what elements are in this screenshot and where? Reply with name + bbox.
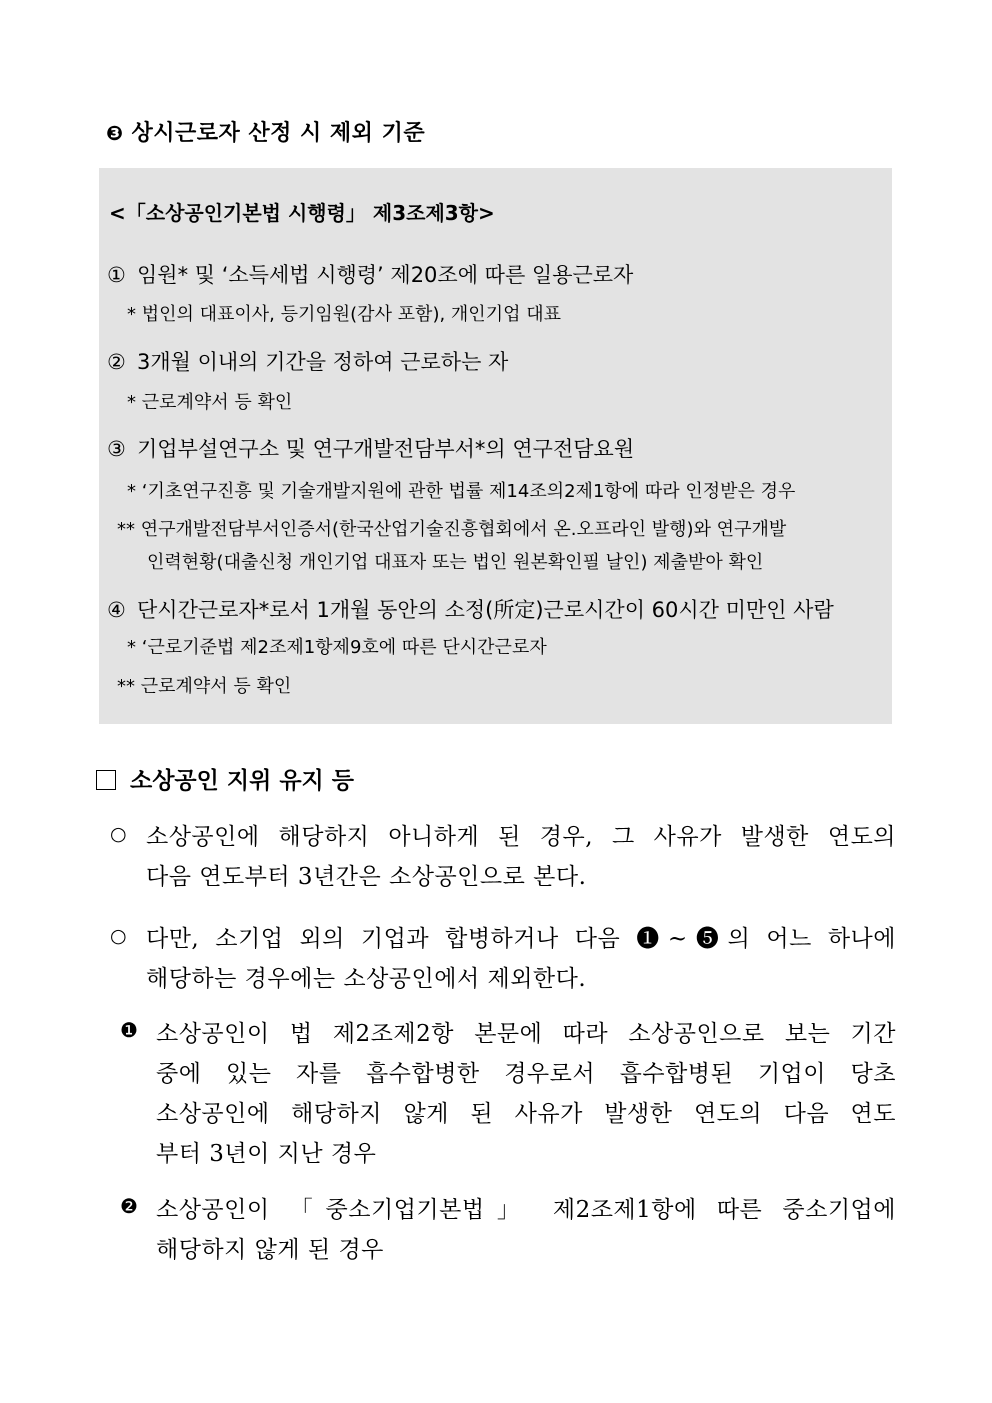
paragraph-line: 다음 연도부터 3년간은 소상공인으로 본다.: [146, 864, 587, 890]
circle-bullet-icon: ○: [110, 823, 127, 845]
circle-bullet-icon: ○: [110, 925, 127, 947]
paragraph-line: 해당하는 경우에는 소상공인에서 제외한다.: [146, 966, 587, 992]
exclusion-item-2: [107, 346, 508, 376]
exclusion-item-1: [107, 259, 633, 289]
section-title: [106, 116, 425, 147]
item-number: ④: [107, 598, 126, 622]
item-text: 3개월 이내의 기간을 정하여 근로하는 자: [137, 350, 509, 374]
item-text: 임원* 및 ‘소득세법 시행령’ 제20조에 따른 일용근로자: [137, 263, 634, 287]
sub-item-number: ❷: [120, 1194, 138, 1218]
item-number: ②: [107, 350, 126, 374]
item-note: * 법인의 대표이사, 등기임원(감사 포함), 개인기업 대표: [127, 304, 561, 325]
item-note: ** 연구개발전담부서인증서(한국산업기술진흥협회에서 온.오프라인 발행)와 연구개발: [117, 519, 787, 540]
paragraph-line: 소상공인이 「중소기업기본법」 제2조제1항에 따른 중소기업에: [156, 1197, 896, 1223]
item-number: ③: [107, 437, 126, 461]
item-note: * ‘근로기준법 제2조제1항제9호에 따른 단시간근로자: [127, 637, 547, 658]
item-note: * 근로계약서 등 확인: [127, 392, 293, 413]
section-title-text: 상시근로자 산정 시 제외 기준: [131, 121, 426, 146]
checkbox-icon: [96, 770, 116, 790]
sub-item-number: ❶: [120, 1018, 138, 1042]
paragraph-line: 부터 3년이 지난 경우: [156, 1141, 377, 1167]
status-heading: [96, 762, 354, 795]
item-number: ①: [107, 263, 126, 287]
paragraph-line: 소상공인에 해당하지 않게 된 사유가 발생한 연도의 다음 연도: [156, 1101, 896, 1127]
exclusion-item-4: [107, 594, 834, 624]
item-note: ** 근로계약서 등 확인: [117, 676, 292, 697]
law-reference: <「소상공인기본법 시행령」 제3조제3항>: [109, 201, 495, 225]
paragraph-line: 소상공인이 법 제2조제2항 본문에 따라 소상공인으로 보는 기간: [156, 1021, 896, 1047]
paragraph-line: 중에 있는 자를 흡수합병한 경우로서 흡수합병된 기업이 당초: [156, 1061, 896, 1087]
item-note: * ‘기초연구진흥 및 기술개발지원에 관한 법률 제14조의2제1항에 따라 인정받은 경우: [127, 481, 796, 502]
paragraph-line: 다만, 소기업 외의 기업과 합병하거나 다음 ❶~❺의 어느 하나에: [146, 926, 896, 952]
item-text: 기업부설연구소 및 연구개발전담부서*의 연구전담요원: [137, 437, 635, 461]
paragraph-line: 소상공인에 해당하지 아니하게 된 경우, 그 사유가 발생한 연도의: [146, 824, 896, 850]
item-note: 인력현황(대출신청 개인기업 대표자 또는 법인 원본확인필 날인) 제출받아 확인: [147, 552, 764, 573]
status-heading-text: 소상공인 지위 유지 등: [130, 767, 354, 794]
section-number: ❸: [106, 121, 124, 145]
item-text: 단시간근로자*로서 1개월 동안의 소정(所定)근로시간이 60시간 미만인 사람: [137, 598, 834, 622]
paragraph-line: 해당하지 않게 된 경우: [156, 1237, 384, 1263]
exclusion-item-3: [107, 433, 634, 463]
